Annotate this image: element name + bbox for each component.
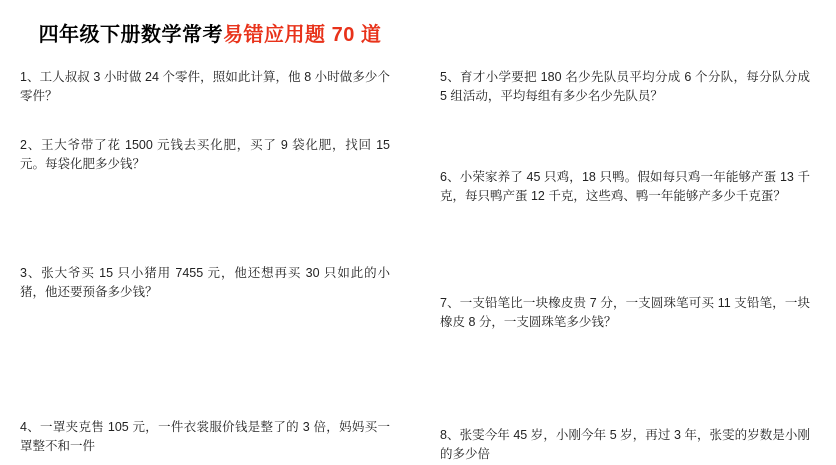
question-item: 4、一罩夹克售 105 元，一件衣裳服价钱是整了的 3 倍，妈妈买一罩整不和一件 bbox=[20, 420, 390, 454]
page-title-black-part: 四年级下册数学常考 bbox=[38, 24, 224, 46]
column-divider bbox=[418, 0, 419, 442]
question-item: 3、张大爷买 15 只小猪用 7455 元，他还想再买 30 只如此的小猪，他还要预备多少钱？ bbox=[20, 266, 390, 300]
question-item: 2、王大爷带了花 1500 元钱去买化肥，买了 9 袋化肥，找回 15 元。每袋化肥多少钱？ bbox=[20, 138, 390, 172]
question-item: 8、张雯今年 45 岁，小刚今年 5 岁，再过 3 年，张雯的岁数是小刚的多少倍 bbox=[440, 428, 810, 462]
left-column bbox=[0, 56, 418, 454]
question-item: 7、一支铅笔比一块橡皮贵 7 分，一支圆珠笔可买 11 支铅笔，一块橡皮 8 分，一支圆珠笔多少钱？ bbox=[440, 296, 810, 330]
page-title bbox=[0, 18, 420, 47]
page-title-red-part: 易错应用题 70 道 bbox=[223, 24, 382, 46]
question-item: 6、小荣家养了 45 只鸡，18 只鸭。假如每只鸡一年能够产蛋 13 千克，每只鸭产蛋 12 千克，这些鸡、鸭一年能够产多少千克蛋？ bbox=[440, 170, 810, 204]
question-item: 5、育才小学要把 180 名少先队员平均分成 6 个分队，每分队分成 5 组活动，平均每组有多少名少先队员？ bbox=[440, 70, 810, 104]
question-item: 1、工人叔叔 3 小时做 24 个零件，照如此计算，他 8 小时做多少个零件？ bbox=[20, 70, 390, 104]
right-column bbox=[418, 56, 836, 462]
